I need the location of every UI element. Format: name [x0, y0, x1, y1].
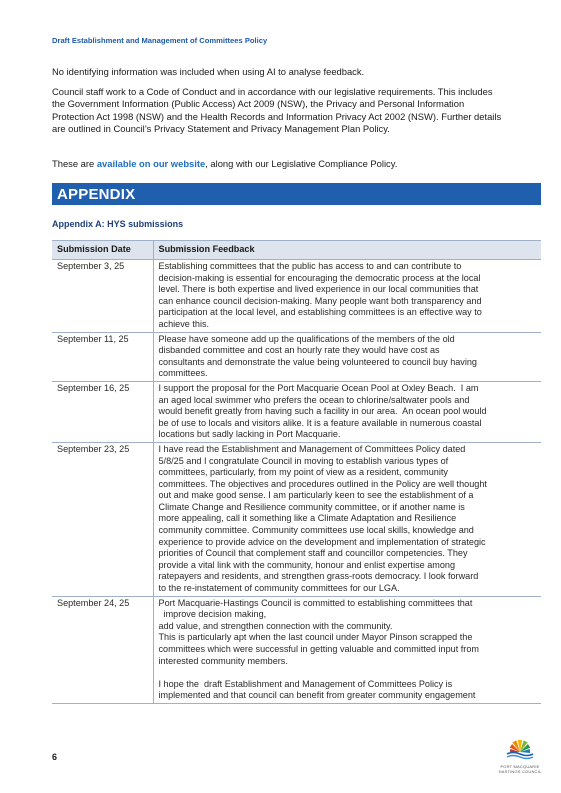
feedback-line: 5/8/25 and I congratulate Council in moving to establish various types of	[158, 455, 449, 466]
feedback-line: add value, and strengthen connection with the community.	[158, 620, 393, 631]
table-row	[52, 381, 541, 442]
column-header-date: Submission Date	[52, 241, 153, 260]
intro-paragraph-1: No identifying information was included when using AI to analyse feedback.	[52, 66, 365, 77]
feedback-line: participation at the local level, and establishing committees is an effective way to	[158, 307, 482, 318]
feedback-line: consultants and demonstrate the value being volunteered to council buy having	[158, 356, 477, 367]
sun-logo-icon	[505, 738, 535, 760]
feedback-line: decision-making is essential for encouraging the democratic process at the local	[158, 272, 481, 283]
feedback-line: Port Macquarie-Hastings Council is committed to establishing committees that	[158, 597, 473, 608]
council-logo	[498, 738, 542, 774]
submission-feedback	[153, 596, 541, 703]
feedback-line: I support the proposal for the Port Macquarie Ocean Pool at Oxley Beach. I am	[158, 382, 479, 393]
website-link[interactable]: available on our website	[96, 158, 206, 169]
feedback-line: committees.	[158, 368, 208, 379]
feedback-line: improve decision making,	[158, 609, 267, 620]
feedback-line: committees which were successful in getting valuable and committed input from	[158, 644, 479, 654]
table-row	[52, 260, 541, 333]
column-header-feedback: Submission Feedback	[153, 241, 541, 260]
feedback-line: level. There is both expertise and lived experience in our local communities that	[158, 284, 479, 295]
feedback-line: ratepayers and residents, and strengthen grass-roots democracy. I look forward	[158, 571, 479, 582]
feedback-line: more appealing, call it something like a Climate Adaptation and Resilience	[158, 513, 457, 524]
intro-paragraph-2: Council staff work to a Code of Conduct and in accordance with our legislative requirements. This includes the Government Information (Public Access) Act 2009 (NSW), the Privacy and Personal Information Protection Act 1998 (NSW) and the Health Records and Information Privacy Act 2002 (NSW). Further details are outlined in Council’s Privacy Statement and Privacy Management Plan Policy.	[52, 86, 502, 134]
submission-feedback	[153, 381, 541, 442]
feedback-line: Establishing committees that the public has access to and can contribute to	[158, 261, 462, 271]
table-header-row	[52, 241, 541, 260]
feedback-line: experience to provide advice on the development and implementation of strategic	[158, 536, 486, 547]
feedback-line: community committee. Community committees use local skills, knowledge and	[158, 525, 474, 536]
table-row	[52, 596, 541, 703]
feedback-line: interested community members.	[158, 655, 288, 666]
feedback-line: provide a vital link with the community, honour and enlist expertise among	[158, 559, 456, 570]
feedback-line: achieve this.	[158, 318, 210, 329]
submission-feedback	[153, 332, 541, 381]
feedback-line: I hope the draft Establishment and Management of Committees Policy is	[158, 678, 453, 689]
table-row	[52, 442, 541, 596]
feedback-line: I have read the Establishment and Management of Committees Policy dated	[158, 443, 466, 454]
submission-date: September 11, 25	[52, 332, 153, 381]
feedback-line: priorities of Council that complement staff and councillor competencies. They	[158, 548, 468, 559]
feedback-line: to the re-instatement of community committees for our LGA.	[158, 583, 400, 594]
submission-date: September 16, 25	[52, 381, 153, 442]
feedback-line: Climate Change and Resilience community committee, or if another name is	[158, 501, 465, 512]
submission-date: September 24, 25	[52, 596, 153, 703]
running-header: Draft Establishment and Management of Committees Policy	[52, 36, 268, 45]
feedback-line: committees, particularly, from my point of view as a resident, community	[158, 467, 448, 478]
submission-date: September 3, 25	[52, 260, 153, 333]
feedback-line: committees. The objectives and procedures outlined in the Policy are well thought	[158, 478, 487, 489]
intro-paragraph-3-after: , along with our Legislative Compliance Policy.	[205, 158, 398, 169]
feedback-line: would benefit greatly from having such a facility in our area. An ocean pool would	[158, 406, 487, 417]
feedback-line: locations but sadly lacking in Port Macquarie.	[158, 429, 341, 440]
submission-feedback	[153, 442, 541, 596]
submission-date: September 23, 25	[52, 442, 153, 596]
feedback-line: can enhance council decision-making. Many people want both transparency and	[158, 295, 482, 306]
intro-paragraph-3-before: These are	[52, 158, 97, 169]
logo-text-line1: PORT MACQUARIE	[500, 764, 540, 769]
feedback-line: disbanded committee and cost an hourly rate they would have cost as	[158, 345, 440, 356]
submissions-table	[52, 240, 541, 704]
feedback-line: implemented and that council can benefit from greater community engagement	[158, 690, 476, 701]
feedback-line: out and make good sense. I am particularly keen to see the establishment of a	[158, 490, 474, 501]
submission-feedback	[153, 260, 541, 333]
appendix-subheading: Appendix A: HYS submissions	[52, 219, 184, 229]
logo-text-line2: HASTINGS COUNCIL	[498, 768, 542, 774]
feedback-line: an aged local swimmer who prefers the ocean to chlorine/saltwater pools and	[158, 394, 470, 405]
feedback-line: Please have someone add up the qualifications of the members of the old	[158, 333, 455, 344]
appendix-heading: APPENDIX	[52, 183, 541, 205]
feedback-line	[159, 667, 538, 679]
table-row	[52, 332, 541, 381]
feedback-line: be of use to locals and visitors alike. It is a feature available in numerous coastal	[158, 417, 482, 428]
intro-paragraph-3	[52, 158, 504, 170]
feedback-line: This is particularly apt when the last council under Mayor Pinson scrapped the	[158, 632, 473, 643]
page-number: 6	[52, 752, 58, 762]
